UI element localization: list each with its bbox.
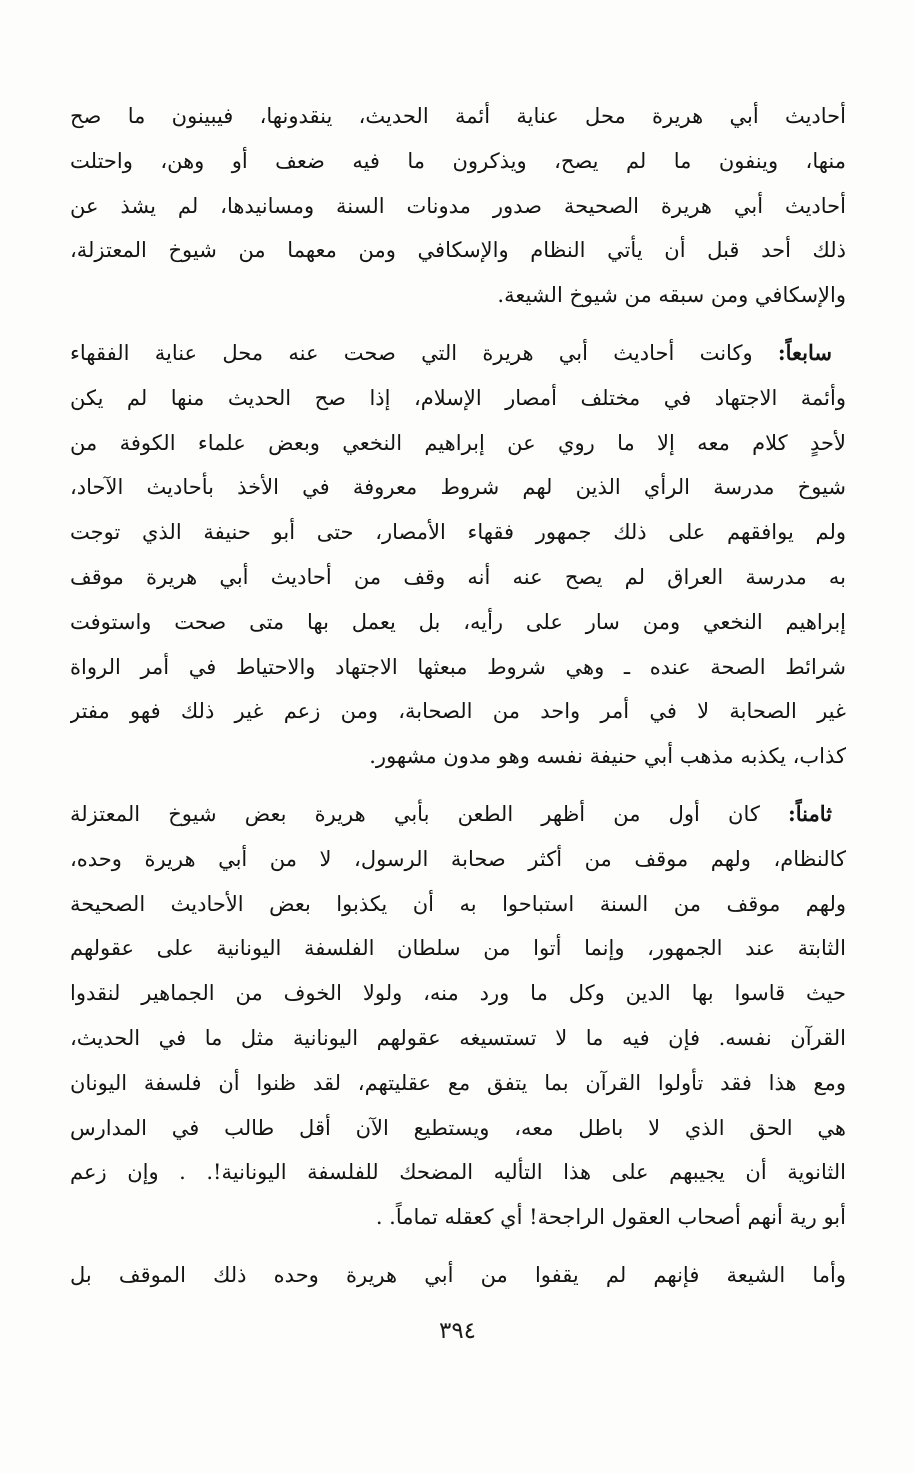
text-line: والإسكافي ومن سبقه من شيوخ الشيعة. xyxy=(497,283,846,308)
body-text xyxy=(70,94,846,1298)
text-line: وأما الشيعة فإنهم لم يقفوا من أبي هريرة وحده ذلك الموقف بل xyxy=(70,1262,846,1287)
page-number: ٣٩٤ xyxy=(438,1318,477,1344)
text-line: أحاديث أبي هريرة محل عناية أئمة الحديث، ينقدونها، فيبينون ما صح xyxy=(70,104,846,128)
text-line: حيث قاسوا بها الدين وكل ما ورد منه، ولولا الخوف من الجماهير لنقدوا xyxy=(70,981,846,1006)
paragraph-3 xyxy=(70,792,846,1240)
text-line: أحاديث أبي هريرة الصحيحة صدور مدونات السنة ومسانيدها، لم يشذ عن xyxy=(70,193,846,218)
text-line: وأئمة الاجتهاد في مختلف أمصار الإسلام، إذا صح الحديث منها لم يكن xyxy=(70,385,846,410)
text-line: ذلك أحد قبل أن يأتي النظام والإسكافي ومن معهما من شيوخ المعتزلة، xyxy=(70,238,846,263)
text-line: القرآن نفسه. فإن فيه ما لا تستسيغه عقولهم اليونانية مثل ما في الحديث، xyxy=(70,1025,846,1050)
text-line: لأحدٍ كلام معه إلا ما روي عن إبراهيم النخعي وبعض علماء الكوفة من xyxy=(70,430,846,455)
paragraph-2 xyxy=(70,331,846,779)
text-line: الثانوية أن يجيبهم على هذا التأليه المضحك للفلسفة اليونانية!. . وإن زعم xyxy=(70,1160,846,1185)
text-line xyxy=(70,331,846,376)
paragraph-4 xyxy=(70,1253,846,1298)
text-span: وكانت أحاديث أبي هريرة التي صحت عنه محل عناية الفقهاء xyxy=(70,340,778,365)
text-line: ومع هذا فقد تأولوا القرآن بما يتفق مع عقليتهم، لقد ظنوا أن فلسفة اليونان xyxy=(70,1070,846,1095)
text-line: منها، وينفون ما لم يصح، ويذكرون ما فيه ضعف أو وهن، واحتلت xyxy=(70,148,846,173)
section-lead-eighth: ثامناً: xyxy=(788,800,832,826)
text-line: ولم يوافقهم على ذلك جمهور فقهاء الأمصار، حتى أبو حنيفة الذي توجت xyxy=(70,520,846,545)
text-line: أبو رية أنهم أصحاب العقول الراجحة! أي كعقله تماماً. . xyxy=(375,1205,846,1230)
text-line: هي الحق الذي لا باطل معه، ويستطيع الآن أقل طالب في المدارس xyxy=(70,1115,846,1140)
text-line: ولهم موقف من السنة استباحوا به أن يكذبوا بعض الأحاديث الصحيحة xyxy=(70,891,846,916)
text-line: شيوخ مدرسة الرأي الذين لهم شروط معروفة في الأخذ بأحاديث الآحاد، xyxy=(70,475,846,500)
text-line: الثابتة عند الجمهور، وإنما أتوا من سلطان الفلسفة اليونانية على عقولهم xyxy=(70,936,846,961)
text-span: كان أول من أظهر الطعن بأبي هريرة بعض شيوخ المعتزلة xyxy=(70,801,789,826)
paragraph-1 xyxy=(70,94,846,318)
text-line: غير الصحابة لا في أمر واحد من الصحابة، ومن زعم غير ذلك فهو مفتر xyxy=(70,699,846,724)
text-line: إبراهيم النخعي ومن سار على رأيه، بل يعمل بها متى صحت واستوفت xyxy=(70,609,846,634)
text-line: كذاب، يكذبه مذهب أبي حنيفة نفسه وهو مدون مشهور. xyxy=(369,744,846,769)
text-line xyxy=(70,792,846,837)
text-line: شرائط الصحة عنده ـ وهي شروط مبعثها الاجتهاد والاحتياط في أمر الرواة xyxy=(70,654,846,679)
section-lead-seventh: سابعاً: xyxy=(777,339,832,365)
text-line: كالنظام، ولهم موقف من أكثر صحابة الرسول، لا من أبي هريرة وحده، xyxy=(70,846,846,871)
text-line: به مدرسة العراق لم يصح عنه أنه وقف من أحاديث أبي هريرة موقف xyxy=(70,564,846,589)
